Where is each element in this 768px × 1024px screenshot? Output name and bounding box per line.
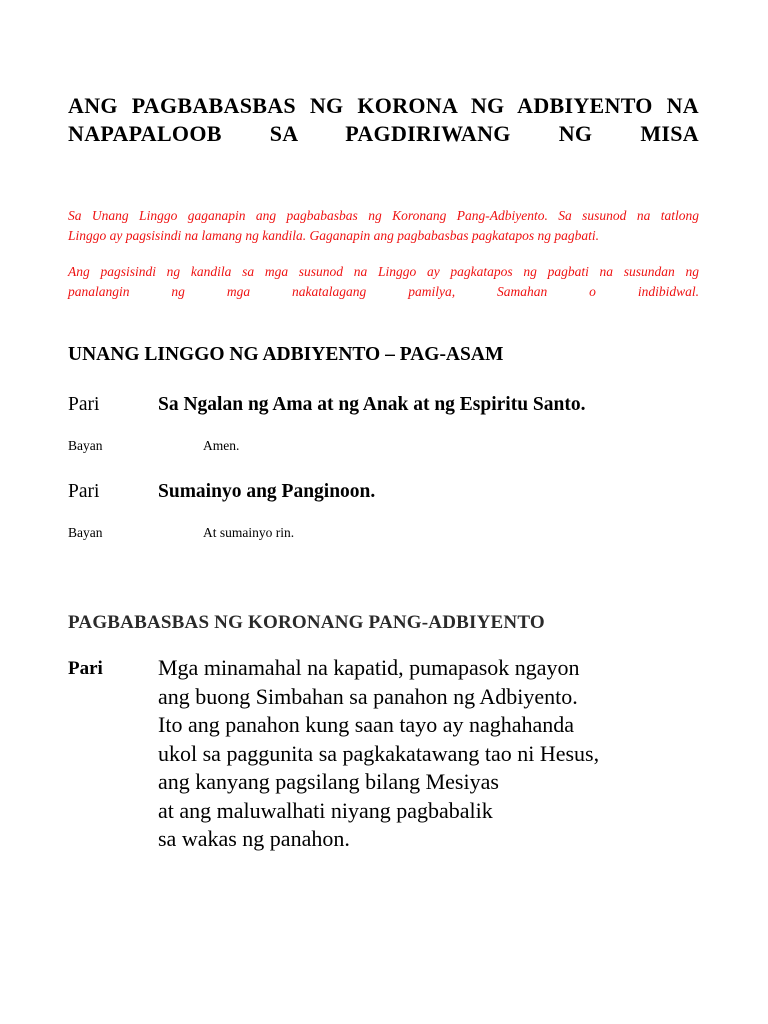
prayer-text [158,654,599,854]
prayer-block [68,654,699,864]
dialog-text: Amen. [203,438,240,453]
prayer-line: at ang maluwalhati niyang pagbabalik [158,797,493,823]
rubric-note-1 [68,206,699,246]
speaker-label: Pari [68,394,100,415]
document-page [68,0,699,1024]
section-heading-unang-linggo: UNANG LINGGO NG ADBIYENTO – PAG-ASAM [68,344,504,365]
rubric-note-1-line-1: Sa Unang Linggo gaganapin ang pagbabasbas ng Koronang Pang-Adbiyento. Sa susunod na tatlong [68,208,699,223]
dialog-text: Sumainyo ang Panginoon. [158,481,376,502]
dialog-row [68,481,699,511]
title-line-2: NAPAPALOOB SA PAGDIRIWANG NG MISA [68,121,699,146]
dialog-text: Sa Ngalan ng Ama at ng Anak at ng Espiritu Santo. [158,394,586,415]
rubric-note-2-line-1: Ang pagsisindi ng kandila sa mga susunod na Linggo ay pagkatapos ng pagbati na susundan ng [68,264,699,279]
prayer-line: ang buong Simbahan sa panahon ng Adbiyento. [158,683,578,709]
speaker-label: Pari [68,658,103,679]
title-line-1: ANG PAGBABASBAS NG KORONA NG ADBIYENTO NA [68,93,699,118]
dialog-text: At sumainyo rin. [203,525,295,540]
dialog-row [68,394,699,424]
speaker-label: Bayan [68,438,103,453]
section-heading-pagbabasbas: PAGBABASBAS NG KORONANG PANG-ADBIYENTO [68,612,545,633]
document-title [68,92,699,148]
rubric-note-1-line-2: Linggo ay pagsisindi na lamang ng kandila. Gaganapin ang pagbabasbas pagkatapos ng pagbati. [68,228,600,243]
speaker-label: Bayan [68,525,103,540]
prayer-line: Ito ang panahon kung saan tayo ay naghahanda [158,712,575,737]
speaker-label: Pari [68,481,100,502]
dialog-row [68,438,699,468]
prayer-line: sa wakas ng panahon. [158,826,350,851]
prayer-line: ukol sa paggunita sa pagkakatawang tao ni Hesus, [158,740,600,766]
prayer-line: Mga minamahal na kapatid, pumapasok ngayon [158,655,580,680]
dialog-row [68,525,699,555]
prayer-line: ang kanyang pagsilang bilang Mesiyas [158,769,499,794]
rubric-note-2-line-2: panalangin ng mga nakatalagang pamilya, Samahan o indibidwal. [68,284,699,299]
rubric-note-2 [68,262,699,302]
